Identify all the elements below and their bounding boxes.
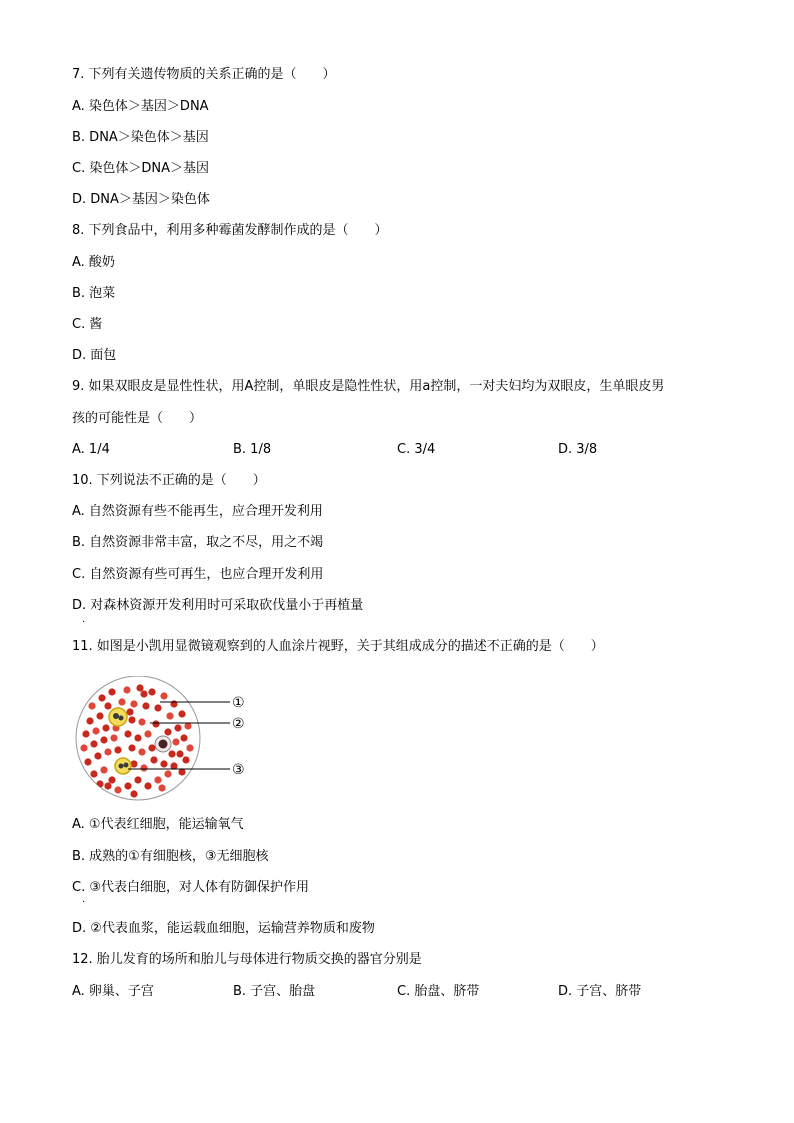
red-blood-cell [148,744,155,751]
red-blood-cell [180,734,187,741]
label-1: ① [232,695,245,711]
question-10-option-d[interactable]: D. 对森林资源开发利用时可采取砍伐量小于再植量 [72,598,364,613]
question-10-option-c[interactable]: C. 自然资源有些可再生，也应合理开发利用 [72,567,324,582]
red-blood-cell [90,740,97,747]
red-blood-cell [130,790,137,797]
question-7-option-a[interactable]: A. 染色体＞基因＞DNA [72,99,209,114]
question-11-option-a[interactable]: A. ①代表红细胞，能运输氧气 [72,817,244,832]
red-blood-cell [126,708,133,715]
white-blood-cell-1 [109,708,127,726]
question-11-option-d[interactable]: D. ②代表血浆，能运载血细胞，运输营养物质和废物 [72,921,375,936]
question-8-option-b[interactable]: B. 泡菜 [72,286,116,301]
red-blood-cell [124,730,131,737]
question-11-option-b[interactable]: B. 成熟的①有细胞核，③无细胞核 [72,849,269,864]
red-blood-cell [138,718,145,725]
red-blood-cell [88,702,95,709]
red-blood-cell [154,704,161,711]
question-7-option-c[interactable]: C. 染色体＞DNA＞基因 [72,161,209,176]
red-blood-cell [164,770,171,777]
red-blood-cell [144,730,151,737]
red-blood-cell [174,724,181,731]
red-blood-cell [94,752,101,759]
question-11-stem: 11. 如图是小凯用显微镜观察到的人血涂片视野，关于其组成成分的描述不正确的是（ ） [72,639,604,654]
question-10-option-b[interactable]: B. 自然资源非常丰富，取之不尽，用之不竭 [72,535,324,550]
red-blood-cell [84,758,91,765]
red-blood-cell [134,734,141,741]
red-blood-cell [160,760,167,767]
red-blood-cell [100,736,107,743]
red-blood-cell [182,756,189,763]
question-10-option-a[interactable]: A. 自然资源有些不能再生，应合理开发利用 [72,504,323,519]
red-blood-cell [148,688,155,695]
red-blood-cell [88,784,95,791]
question-12-option-a[interactable]: A. 卵巢、子宫 [72,984,154,999]
red-blood-cell [138,748,145,755]
red-blood-cell [80,744,87,751]
red-blood-cell [124,782,131,789]
red-blood-cell [104,748,111,755]
red-blood-cell [136,684,143,691]
question-12-option-d[interactable]: D. 子宫、脐带 [558,984,642,999]
red-blood-cell [128,744,135,751]
red-blood-cell [128,716,135,723]
question-8-option-a[interactable]: A. 酸奶 [72,255,115,270]
decorative-dot: · [82,617,86,628]
red-blood-cell [178,710,185,717]
red-blood-cell [170,700,177,707]
red-blood-cell [176,750,183,757]
label-2: ② [232,716,245,732]
red-blood-cell [98,694,105,701]
question-8-option-d[interactable]: D. 面包 [72,348,117,363]
question-7-option-b[interactable]: B. DNA＞染色体＞基因 [72,130,209,145]
label-3: ③ [232,762,245,778]
question-9-option-c[interactable]: C. 3/4 [397,442,436,457]
question-9-stem-line-1: 9. 如果双眼皮是显性性状，用A控制，单眼皮是隐性性状，用a控制，一对夫妇均为双眼皮，生单眼皮男 [72,379,665,394]
question-10-stem: 10. 下列说法不正确的是（ ） [72,473,266,488]
red-blood-cell [110,734,117,741]
question-7-option-d[interactable]: D. DNA＞基因＞染色体 [72,192,210,207]
red-blood-cell [168,750,175,757]
red-blood-cell [150,756,157,763]
red-blood-cell [114,786,121,793]
red-blood-cell [160,692,167,699]
red-blood-cell [82,730,89,737]
red-blood-cell [92,727,99,734]
red-blood-cell [108,776,115,783]
red-blood-cell [144,782,151,789]
red-blood-cell [154,776,161,783]
red-blood-cell [118,698,125,705]
white-blood-cell-2 [155,736,171,752]
white-blood-cell-3 [115,758,131,774]
red-blood-cell [158,784,165,791]
question-9-option-b[interactable]: B. 1/8 [233,442,272,457]
red-blood-cell [166,712,173,719]
red-blood-cell [86,717,93,724]
red-blood-cell [142,702,149,709]
red-blood-cell [96,712,103,719]
question-12-option-c[interactable]: C. 胎盘、脐带 [397,984,480,999]
blood-smear-figure [72,676,262,806]
question-9-option-d[interactable]: D. 3/8 [558,442,598,457]
red-blood-cell [164,728,171,735]
red-blood-cell [100,766,107,773]
red-blood-cell [140,764,147,771]
question-11-option-c[interactable]: C. ③代表白细胞，对人体有防御保护作用 [72,880,309,895]
red-blood-cell [130,700,137,707]
red-blood-cell [108,688,115,695]
red-blood-cell [152,720,159,727]
red-blood-cell [90,770,97,777]
red-blood-cell [172,738,179,745]
question-12-option-b[interactable]: B. 子宫、胎盘 [233,984,316,999]
red-blood-cell [104,782,111,789]
question-8-stem: 8. 下列食品中，利用多种霉菌发酵制作成的是（ ） [72,223,388,238]
red-blood-cell [104,702,111,709]
question-9-option-a[interactable]: A. 1/4 [72,442,110,457]
question-8-option-c[interactable]: C. 酱 [72,317,103,332]
red-blood-cell [186,744,193,751]
red-blood-cell [114,746,121,753]
red-blood-cell [123,686,130,693]
red-blood-cell [134,776,141,783]
red-blood-cell [140,690,147,697]
decorative-dot: · [82,897,86,908]
red-blood-cell [96,780,103,787]
red-blood-cell [102,724,109,731]
question-12-stem: 12. 胎儿发育的场所和胎儿与母体进行物质交换的器官分别是 [72,952,422,967]
question-9-stem-line-2: 孩的可能性是（ ） [72,411,203,426]
question-7-stem: 7. 下列有关遗传物质的关系正确的是（ ） [72,67,336,82]
